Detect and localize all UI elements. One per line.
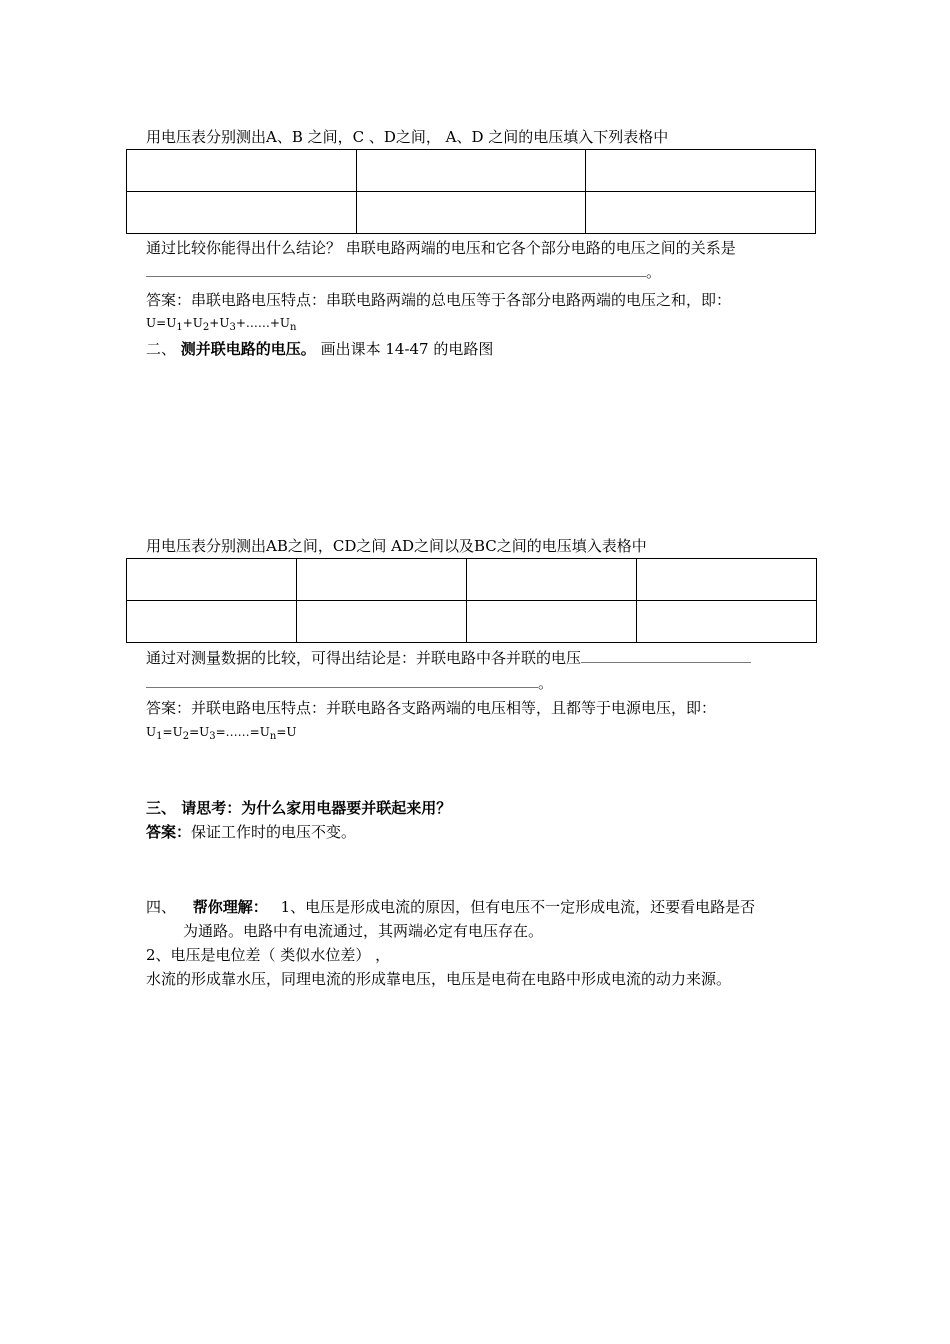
series-formula: $U=U_1+U_2+U_3+\dots\dots+U_n$ bbox=[146, 316, 297, 333]
answer-blank[interactable] bbox=[146, 262, 646, 277]
table-cell[interactable] bbox=[127, 192, 357, 234]
section2-answer: 答案：并联电路电压特点：并联电路各支路两端的电压相等，且都等于电源电压，即： bbox=[146, 699, 717, 717]
section3-answer: 答案：保证工作时的电压不变。 bbox=[146, 823, 357, 841]
blank-end: 。 bbox=[646, 263, 662, 281]
answer-blank[interactable] bbox=[146, 673, 538, 688]
table-cell[interactable] bbox=[637, 601, 817, 643]
section4-line1: 四、 帮你理解： 1、电压是形成电流的原因，但有电压不一定形成电流，还要看电路是否 bbox=[146, 898, 756, 916]
section2-blank-line bbox=[146, 673, 553, 693]
table-cell[interactable] bbox=[297, 559, 467, 601]
section2-question: 通过对测量数据的比较，可得出结论是：并联电路中各并联的电压 bbox=[146, 648, 751, 668]
parallel-formula: $U_1=U_2=U_3=\dots\dots=U_n=U$ bbox=[146, 725, 297, 742]
blank-end: 。 bbox=[538, 674, 554, 692]
table-row bbox=[127, 559, 817, 601]
section4-line3: 2、电压是电位差（ 类似水位差） ， bbox=[146, 946, 391, 964]
parallel-voltage-table bbox=[126, 558, 817, 643]
section-title: 帮你理解： bbox=[192, 898, 268, 916]
table-cell[interactable] bbox=[356, 150, 586, 192]
table-row bbox=[127, 601, 817, 643]
section-question: 请思考：为什么家用电器要并联起来用？ bbox=[181, 799, 452, 817]
section1-blank-line bbox=[146, 262, 661, 282]
table-row bbox=[127, 192, 816, 234]
table-cell[interactable] bbox=[637, 559, 817, 601]
table-cell[interactable] bbox=[127, 601, 297, 643]
table-cell[interactable] bbox=[586, 150, 816, 192]
table-cell[interactable] bbox=[586, 192, 816, 234]
section2-instruction: 用电压表分别测出AB之间，CD之间 AD之间以及BC之间的电压填入表格中 bbox=[146, 537, 647, 555]
section4-line4: 水流的形成靠水压，同理电流的形成靠电压，电压是电荷在电路中形成电流的动力来源。 bbox=[146, 970, 732, 988]
section2-heading bbox=[146, 339, 493, 359]
table-cell[interactable] bbox=[467, 559, 637, 601]
table-row bbox=[127, 150, 816, 192]
series-voltage-table bbox=[126, 149, 816, 234]
table-cell[interactable] bbox=[297, 601, 467, 643]
section1-question: 通过比较你能得出什么结论？ 串联电路两端的电压和它各个部分电路的电压之间的关系是 bbox=[146, 239, 736, 257]
section3-question bbox=[146, 798, 451, 818]
section-number: 三、 bbox=[146, 799, 177, 817]
section-subtitle: 画出课本 14-47 的电路图 bbox=[320, 340, 494, 358]
table-cell[interactable] bbox=[127, 559, 297, 601]
table-cell[interactable] bbox=[467, 601, 637, 643]
section-number: 二、 bbox=[146, 340, 177, 358]
answer-blank[interactable] bbox=[581, 648, 751, 663]
table-cell[interactable] bbox=[127, 150, 357, 192]
section4-line2: 为通路。电路中有电流通过，其两端必定有电压存在。 bbox=[183, 922, 544, 940]
section1-answer: 答案：串联电路电压特点：串联电路两端的总电压等于各部分电路两端的电压之和，即： bbox=[146, 291, 732, 309]
section-title: 测并联电路的电压。 bbox=[180, 340, 316, 358]
section-number: 四、 bbox=[146, 898, 177, 916]
section1-instruction: 用电压表分别测出A、B 之间，C 、D之间， A、D 之间的电压填入下列表格中 bbox=[146, 128, 669, 146]
table-cell[interactable] bbox=[356, 192, 586, 234]
